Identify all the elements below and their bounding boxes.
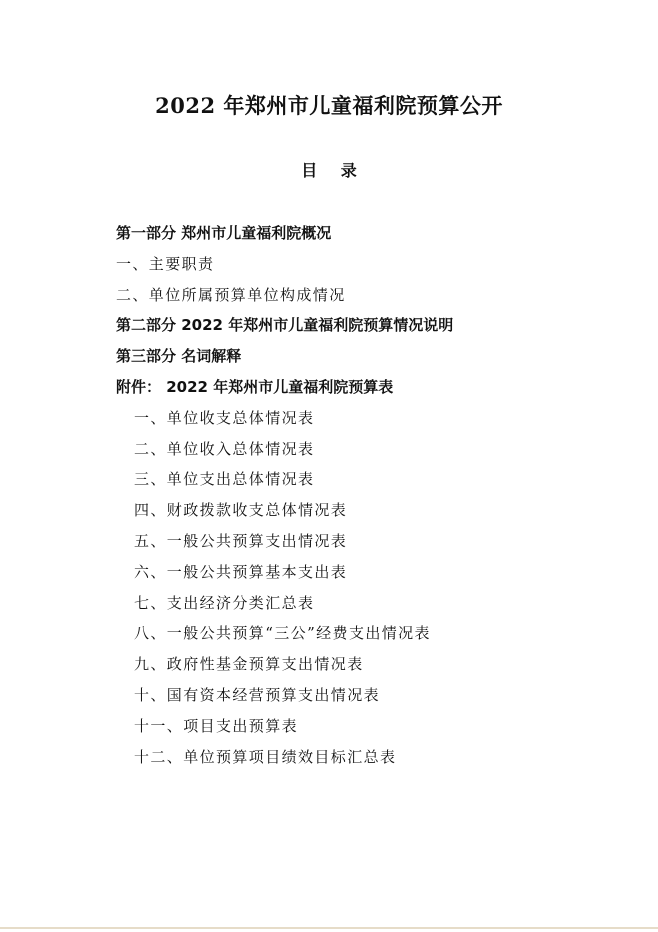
toc-annex-item-4: 四、财政拨款收支总体情况表 (134, 501, 348, 520)
toc-annex-item-9: 九、政府性基金预算支出情况表 (134, 655, 364, 674)
toc-annex-item-8: 八、一般公共预算“三公”经费支出情况表 (134, 624, 431, 643)
toc-annex-item-10: 十、国有资本经营预算支出情况表 (134, 685, 381, 704)
toc-item-unit-composition: 二、单位所属预算单位构成情况 (116, 285, 346, 304)
toc-annex-item-12: 十二、单位预算项目绩效目标汇总表 (134, 747, 397, 766)
toc-heading: 目 录 (301, 161, 357, 180)
document-title: 2022 年郑州市儿童福利院预算公开 (155, 93, 503, 118)
toc-annex-item-7: 七、支出经济分类汇总表 (134, 593, 315, 612)
page-bottom-rule (0, 927, 658, 929)
toc-item-duties: 一、主要职责 (116, 254, 215, 273)
toc-annex-item-3: 三、单位支出总体情况表 (134, 470, 315, 489)
toc-annex-item-2: 二、单位收入总体情况表 (134, 439, 315, 458)
toc-annex: 附件： 2022 年郑州市儿童福利院预算表 (116, 377, 394, 396)
toc-annex-item-1: 一、单位收支总体情况表 (134, 408, 315, 427)
toc-annex-item-11: 十一、项目支出预算表 (134, 716, 299, 735)
toc-annex-item-6: 六、一般公共预算基本支出表 (134, 562, 348, 581)
toc-part-1: 第一部分 郑州市儿童福利院概况 (116, 224, 332, 242)
toc-part-2: 第二部分 2022 年郑州市儿童福利院预算情况说明 (116, 316, 454, 335)
table-of-contents (116, 218, 636, 772)
toc-annex-item-5: 五、一般公共预算支出情况表 (134, 531, 348, 550)
toc-part-3: 第三部分 名词解释 (116, 347, 242, 366)
